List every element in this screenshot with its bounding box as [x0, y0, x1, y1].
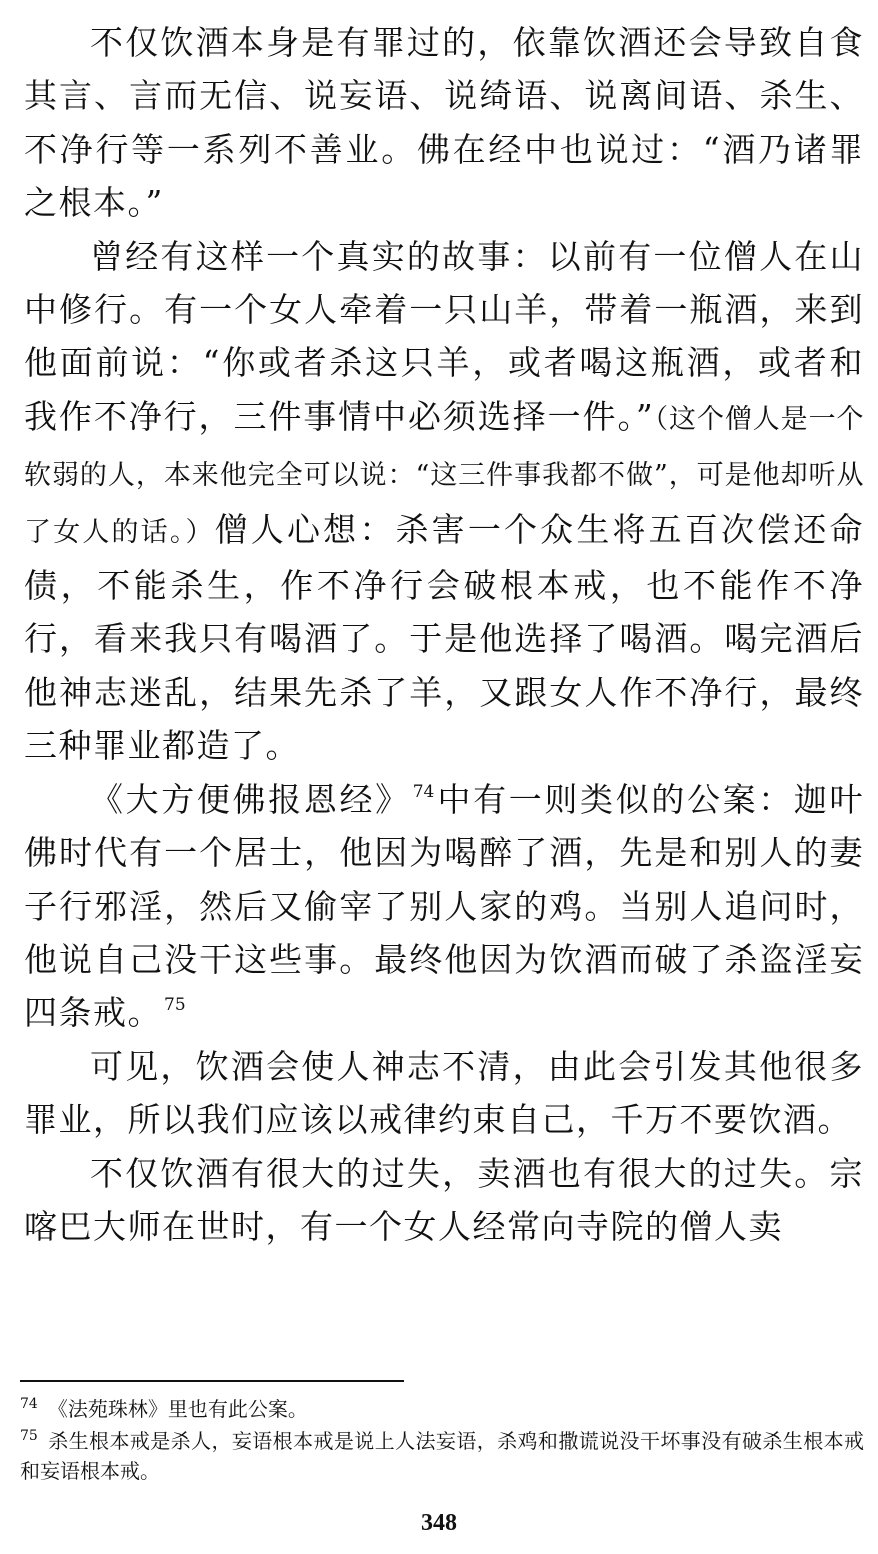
paragraph-4-text: 可见，饮酒会使人神志不清，由此会引发其他很多罪业，所以我们应该以戒律约束自己，千万不要饮酒。 [24, 1046, 864, 1140]
paragraph-4 [24, 1040, 864, 1147]
footnote-text: 杀生根本戒是杀人，妄语根本戒是说上人法妄语，杀鸡和撒谎说没干坏事没有破杀生根本戒和妄语根本戒。 [20, 1429, 864, 1483]
paragraph-2-text-2: 僧人心想：杀害一个众生将五百次偿还命债，不能杀生，作不净行会破根本戒，也不能作不净行，看来我只有喝酒了。于是他选择了喝酒。喝完酒后他神志迷乱，结果先杀了羊，又跟女人作不净行，最终三种罪业都造了。 [24, 509, 865, 766]
paragraph-3-text-2: 中有一则类似的公案：迦叶佛时代有一个居士，他因为喝醉了酒，先是和别人的妻子行邪淫，然后又偷宰了别人家的鸡。当别人追问时，他说自己没干这些事。最终他因为饮酒而破了杀盗淫妄四条戒。 [24, 779, 865, 1033]
paragraph-2 [24, 230, 864, 773]
paragraph-3-text-1: 《大方便佛报恩经》 [90, 779, 411, 819]
paragraph-5-text: 不仅饮酒有很大的过失，卖酒也有很大的过失。宗喀巴大师在世时，有一个女人经常向寺院的僧人卖 [24, 1153, 864, 1246]
footnote-divider [20, 1380, 404, 1382]
footnote-74 [20, 1394, 864, 1424]
paragraph-2-aside: （这个僧人是一个软弱的人，本来他完全可以说：“这三件事我都不做”，可是他却听从了女人的话。） [24, 403, 865, 548]
footnote-ref-75[interactable]: 75 [164, 995, 186, 1016]
footnote-ref-74[interactable]: 74 [412, 781, 435, 802]
paragraph-1-text: 不仅饮酒本身是有罪过的，依靠饮酒还会导致自食其言、言而无信、说妄语、说绮语、说离间语、杀生、不净行等一系列不善业。佛在经中也说过：“酒乃诸罪之根本。” [24, 23, 864, 223]
main-text [24, 16, 864, 1253]
page-number: 348 [421, 1510, 457, 1536]
paragraph-3 [24, 773, 864, 1040]
paragraph-1 [24, 16, 864, 230]
footnote-number: 75 [20, 1428, 38, 1444]
footnotes [20, 1394, 864, 1488]
paragraph-2-text-1: 曾经有这样一个真实的故事：以前有一位僧人在山中修行。有一个女人牵着一只山羊，带着一瓶酒，来到他面前说：“你或者杀这只羊，或者喝这瓶酒，或者和我作不净行，三件事情中必须选择一件。” [24, 236, 864, 436]
paragraph-5 [24, 1147, 864, 1254]
footnote-text: 《法苑珠林》里也有此公案。 [47, 1397, 308, 1421]
footnote-number: 74 [20, 1396, 38, 1412]
footnote-75 [20, 1426, 864, 1486]
